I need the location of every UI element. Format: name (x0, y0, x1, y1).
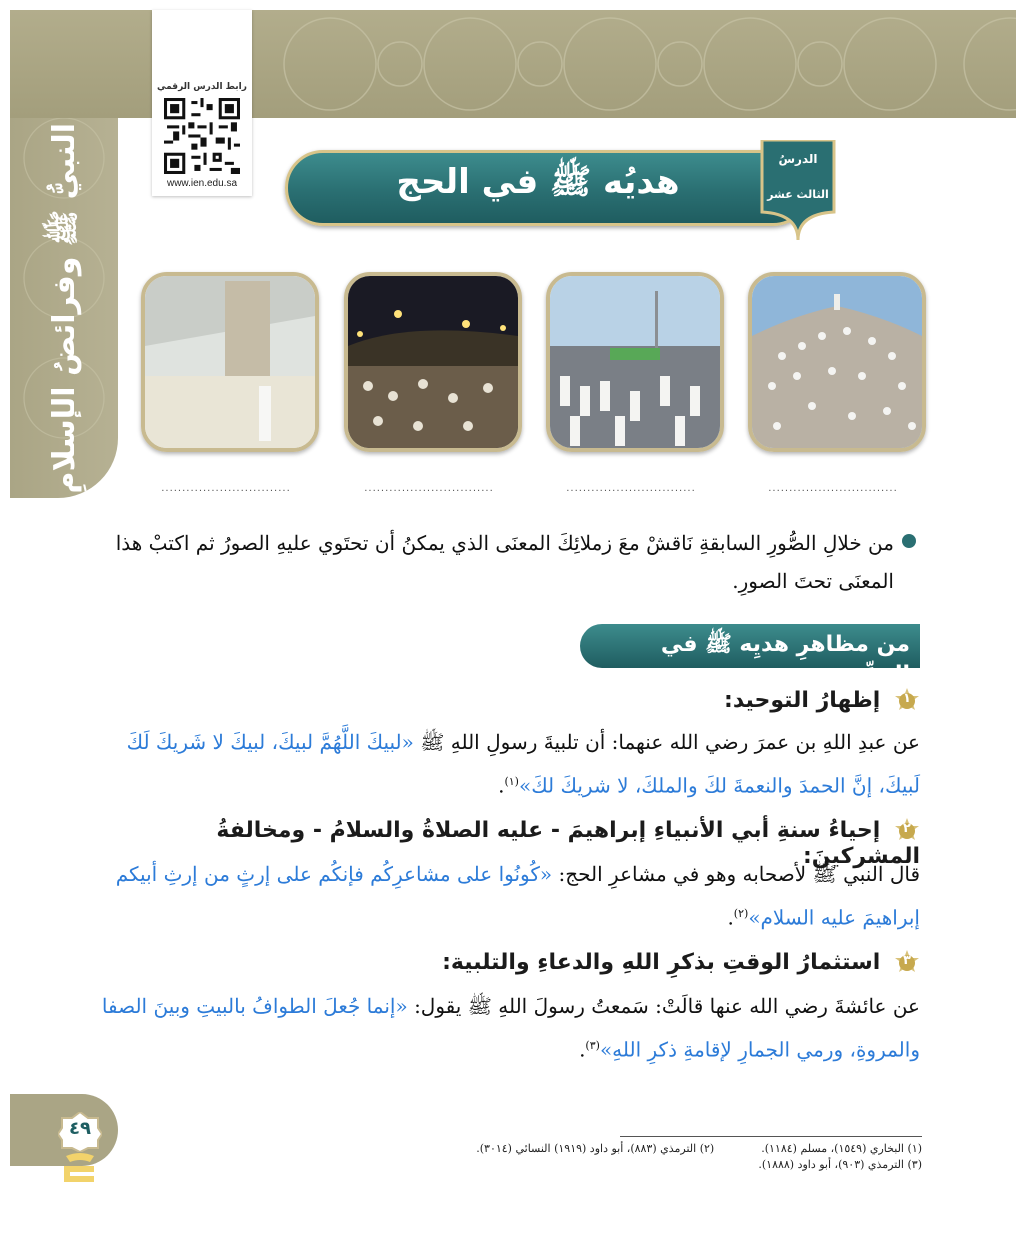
photo-jamarat-image (145, 276, 315, 448)
activity-instruction: من خلالِ الصُّورِ السابقةِ نَاقشْ معَ زملائِكَ المعنَى الذي يمكنُ أن تحتَوي عليهِ الصورُ ثم اكتبْ هذا المعنَى تحتَ الصورِ. (115, 531, 894, 593)
photo-night-camp (344, 272, 522, 452)
publisher-logo-icon (60, 1150, 100, 1186)
chapter-title (12, 118, 116, 498)
item-2-paragraph: قال النبي ﷺ لأصحابه وهو في مشاعرِ الحج: «كُونُوا على مشاعرِكُم فإنكُم على إرثٍ من إرثِ أبيكم إبراهيمَ عليه السلام»$^{(٢)}$. (115, 862, 920, 930)
item-3-intro: عن عائشةَ رضي الله عنها قالَتْ: سَمعتُ رسولَ اللهِ ﷺ يقول: (414, 994, 920, 1018)
photo-crowd-image (550, 276, 720, 448)
item-2-heading-text: إحياءُ سنةِ أبي الأنبياءِ إبراهيمَ - عليه الصلاةُ والسلامُ - ومخالفةُ المشركينَ: (216, 818, 920, 869)
section-title: من مظاهرِ هديِه ﷺ في الحجِّ: (660, 632, 910, 687)
lesson-title: هديُه ﷺ في الحج (396, 162, 680, 202)
item-1-intro: عن عبدِ اللهِ بن عمرَ رضي الله عنهما: أن تلبيةَ رسولِ اللهِ ﷺ (420, 730, 920, 754)
chapter-side-band (10, 118, 118, 498)
number-star-icon: ٣ (894, 950, 920, 976)
item-1-heading-text: إظهارُ التوحيد: (724, 688, 881, 713)
footnotes-row-1 (322, 1142, 922, 1155)
lesson-title-bar (285, 150, 811, 226)
qr-label: رابط الدرس الرقمي (157, 82, 247, 92)
footnote-ref-2[interactable]: (٢) (733, 907, 749, 920)
answer-line-2[interactable]: ............................... (566, 483, 696, 493)
footnote-1: (١) البخاري (١٥٤٩)، مسلم (١١٨٤). (761, 1142, 922, 1155)
footnotes-row-2 (322, 1158, 922, 1171)
answer-line-3[interactable]: ............................... (364, 483, 494, 493)
photo-night-image (348, 276, 518, 448)
item-3-heading-text: استثمارُ الوقتِ بذكرِ اللهِ والدعاءِ والتلبية: (442, 950, 881, 975)
page-number: ٤٩ (69, 1118, 91, 1139)
qr-code-icon[interactable] (164, 98, 240, 174)
item-3-quote: «إنما جُعلَ الطوافُ بالبيتِ وبينَ الصفا والمروةِ، ورمي الجمارِ لإقامةِ ذكرِ اللهِ» (101, 994, 920, 1062)
qr-card[interactable] (152, 10, 252, 196)
item-1-heading (150, 688, 920, 714)
item-1-quote: «لبيكَ اللَّهُمَّ لبيكَ، لبيكَ لا شَريكَ لَكَ لَبيكَ، إنَّ الحمدَ والنعمةَ لكَ والملكَ، لا شريكَ لكَ» (126, 730, 920, 798)
section-header (580, 622, 920, 687)
lesson-number-badge (758, 140, 838, 240)
footnote-3: (٣) الترمذي (٩٠٣)، أبو داود (١٨٨٨). (758, 1158, 922, 1171)
lesson-banner (285, 140, 885, 240)
number-star-icon: ٢ (894, 818, 920, 844)
item-1-paragraph: عن عبدِ اللهِ بن عمرَ رضي الله عنهما: أن تلبيةَ رسولِ اللهِ ﷺ «لبيكَ اللَّهُمَّ لبيكَ، لبيكَ لا شَريكَ لَكَ لَبيكَ، إنَّ الحمدَ والنعمةَ لكَ والملكَ، لا شريكَ لكَ»$^{(١)}$. (126, 730, 920, 798)
item-2-intro: قال النبي ﷺ لأصحابه وهو في مشاعرِ الحج: (558, 862, 920, 886)
photo-jamarat (141, 272, 319, 452)
answer-line-4[interactable]: ............................... (161, 483, 291, 493)
item-3-heading (150, 950, 920, 976)
photo-arafat (748, 272, 926, 452)
photo-arafat-image (752, 276, 922, 448)
photo-crowd-walking (546, 272, 724, 452)
answer-line-1[interactable]: ............................... (768, 483, 898, 493)
footnote-divider (620, 1136, 922, 1137)
footnote-ref-3[interactable]: (٣) (585, 1039, 600, 1052)
qr-url[interactable]: www.ien.edu.sa (166, 178, 238, 189)
footnote-2: (٢) الترمذي (٨٨٣)، أبو داود (١٩١٩) النسائي (٣٠١٤). (476, 1142, 715, 1155)
badge-label-lesson: الدرسُ (778, 152, 818, 166)
item-2-quote: «كُونُوا على مشاعرِكُم فإنكُم على إرثٍ من إرثِ أبيكم إبراهيمَ عليه السلام» (115, 862, 920, 930)
chapter-title-text: النبيُّ ﷺ وفرائضُ الإسلامِ (46, 122, 82, 494)
number-star-icon: ١ (894, 688, 920, 714)
footnote-ref-1[interactable]: (١) (504, 775, 519, 788)
item-3-paragraph: عن عائشةَ رضي الله عنها قالَتْ: سَمعتُ رسولَ اللهِ ﷺ يقول: «إنما جُعلَ الطوافُ بالبيتِ وبينَ الصفا والمروةِ، ورمي الجمارِ لإقامةِ ذكرِ اللهِ»$^{(٣)}$. (101, 994, 920, 1062)
badge-label-number: الثالث عشر (767, 188, 829, 201)
